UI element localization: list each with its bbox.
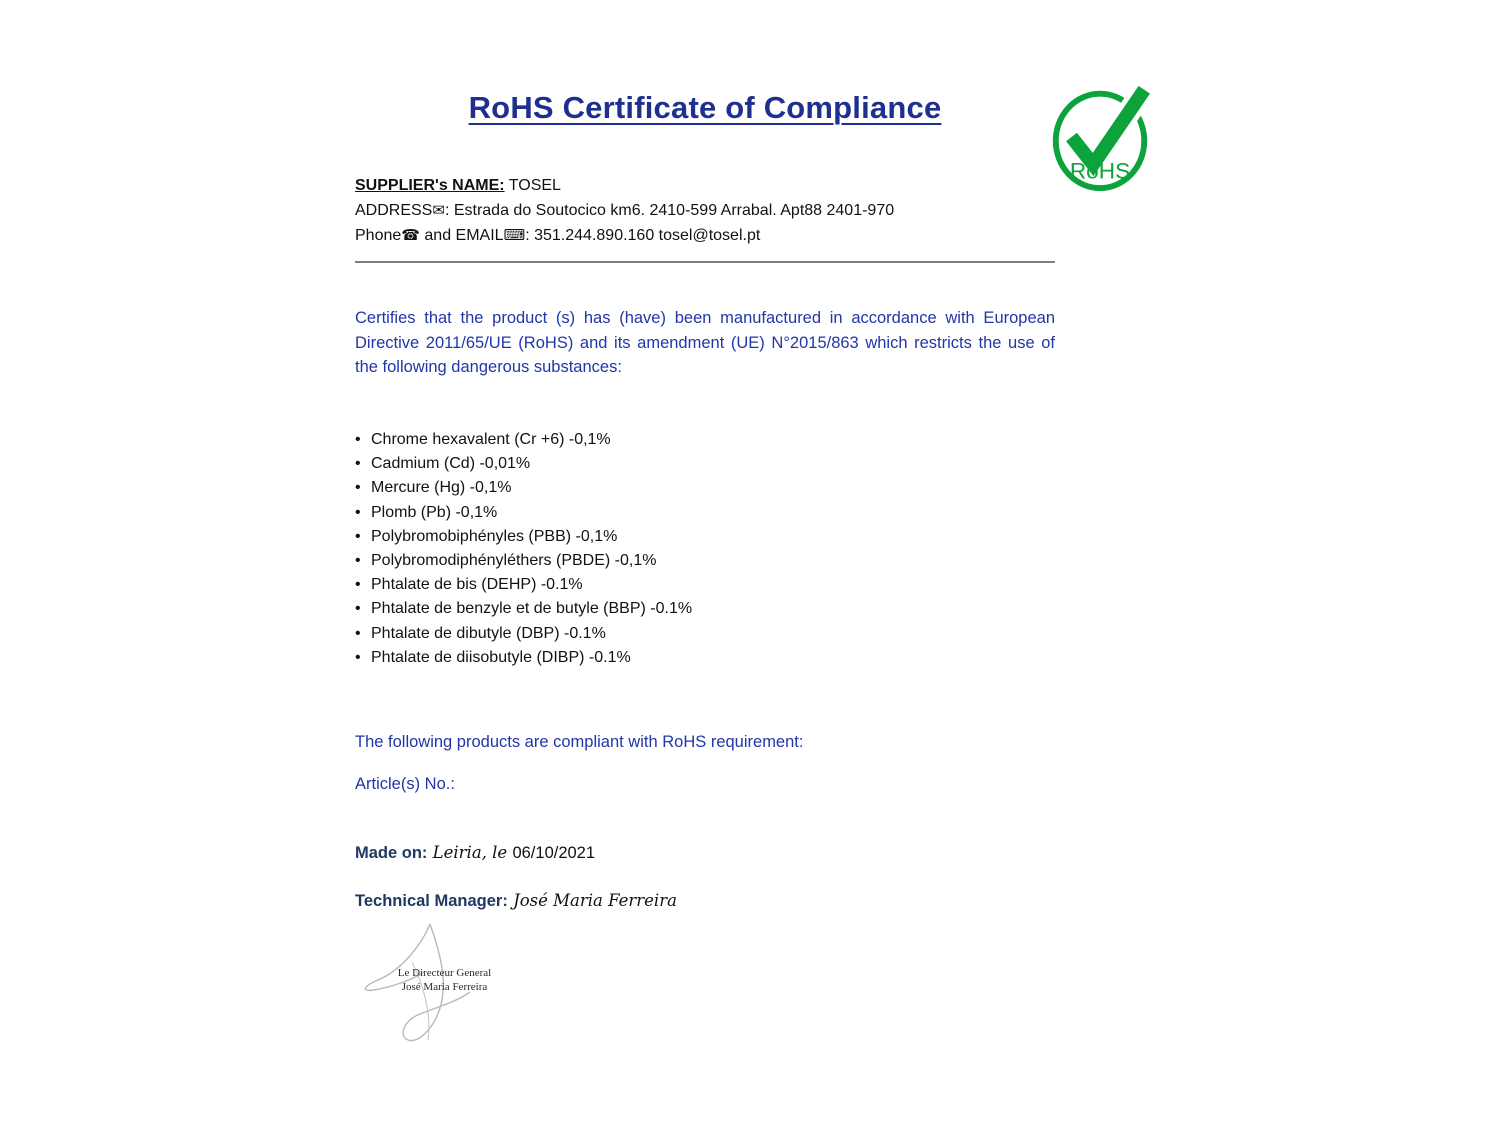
- phone-label: Phone: [355, 227, 402, 244]
- substance-text: Polybromobiphényles (PBB) -0,1%: [371, 527, 618, 545]
- bullet-glyph: •: [355, 576, 361, 594]
- supplier-name-label: SUPPLIER's NAME:: [355, 177, 505, 194]
- computer-icon: ⌨: [503, 226, 526, 244]
- bullet-glyph: •: [355, 503, 361, 521]
- technical-manager-label: Technical Manager:: [355, 892, 508, 910]
- list-item: [355, 646, 1055, 670]
- substance-text: Phtalate de dibutyle (DBP) -0.1%: [371, 624, 606, 642]
- list-item: [355, 501, 1055, 525]
- substance-text: Phtalate de bis (DEHP) -0.1%: [371, 576, 583, 594]
- articles-label: Article(s) No.:: [355, 775, 455, 793]
- envelope-icon: ✉: [432, 201, 445, 219]
- supplier-name-value: TOSEL: [504, 177, 561, 194]
- address-label: ADDRESS: [355, 202, 433, 219]
- substance-text: Phtalate de diisobutyle (DIBP) -0.1%: [371, 648, 631, 666]
- supplier-block: [355, 174, 1075, 248]
- made-on-date: 06/10/2021: [512, 844, 596, 862]
- signature-line2: José Maria Ferreira: [401, 981, 488, 993]
- substances-list: [355, 428, 1055, 670]
- substance-text: Mercure (Hg) -0,1%: [371, 479, 512, 497]
- list-item: [355, 549, 1055, 573]
- substance-text: Chrome hexavalent (Cr +6) -0,1%: [371, 431, 611, 448]
- list-item: [355, 428, 1055, 452]
- contact-value: : 351.244.890.160 tosel@tosel.pt: [525, 227, 761, 244]
- technical-manager-value: José Maria Ferreira: [507, 891, 677, 910]
- technical-manager-line: [355, 891, 1055, 911]
- signature-text-block: [382, 966, 507, 994]
- supplier-address-line: [355, 198, 1075, 223]
- bullet-glyph: •: [355, 527, 361, 545]
- substance-text: Plomb (Pb) -0,1%: [371, 503, 498, 521]
- made-on-place: Leiria, le: [427, 843, 513, 862]
- bullet-glyph: •: [355, 552, 361, 570]
- bullet-glyph: •: [355, 431, 361, 448]
- list-item: [355, 597, 1055, 621]
- header-divider: [355, 261, 1055, 263]
- supplier-contact-line: [355, 223, 1075, 248]
- substance-text: Phtalate de benzyle et de butyle (BBP) -0.1%: [371, 600, 693, 618]
- list-item: [355, 476, 1055, 500]
- bullet-glyph: •: [355, 624, 361, 642]
- bullet-glyph: •: [355, 455, 361, 473]
- page-title: RoHS Certificate of Compliance: [468, 90, 942, 125]
- made-on-label: Made on:: [355, 844, 428, 862]
- rohs-logo-text: RoHS: [1069, 158, 1131, 184]
- supplier-name-line: [355, 174, 1075, 198]
- bullet-glyph: •: [355, 479, 361, 497]
- substance-text: Cadmium (Cd) -0,01%: [371, 455, 531, 473]
- made-on-line: [355, 843, 1055, 863]
- list-item: [355, 525, 1055, 549]
- list-item: [355, 622, 1055, 646]
- address-value: : Estrada do Soutocico km6. 2410-599 Arrabal. Apt88 2401-970: [444, 202, 895, 219]
- signature-line1: Le Directeur General: [397, 967, 492, 979]
- phone-icon: ☎: [401, 226, 420, 244]
- list-item: [355, 452, 1055, 476]
- certification-statement: Certifies that the product (s) has (have) been manufactured in accordance with European Directive 2011/65/UE (RoHS) and its amendment (UE) N°2015/863 which restricts the use of the following dangerous substances:: [355, 309, 1055, 376]
- bullet-glyph: •: [355, 648, 361, 666]
- substance-text: Polybromodiphényléthers (PBDE) -0,1%: [371, 552, 657, 570]
- compliance-statement: The following products are compliant with RoHS requirement:: [355, 733, 804, 751]
- email-label: and EMAIL: [419, 227, 504, 244]
- list-item: [355, 573, 1055, 597]
- bullet-glyph: •: [355, 600, 361, 618]
